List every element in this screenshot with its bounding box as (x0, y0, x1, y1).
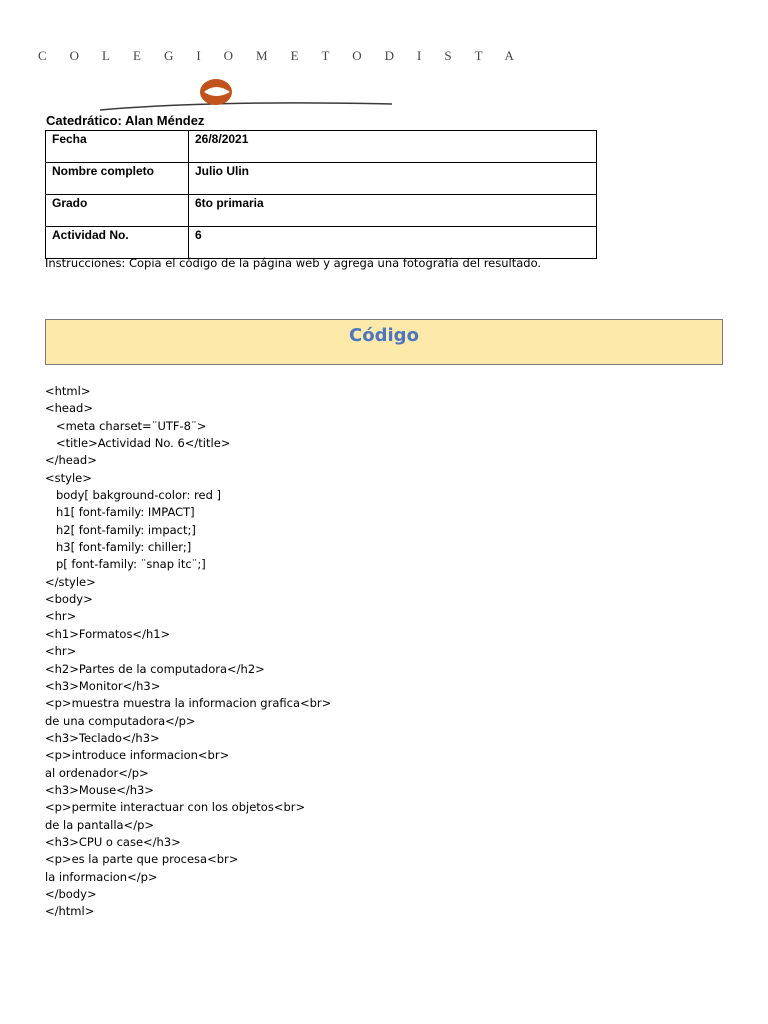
code-line: h2[ font-family: impact;] (45, 522, 196, 537)
logo-swirl-icon (92, 70, 432, 114)
row-value: 6 (189, 227, 597, 259)
code-line: al ordenador</p> (45, 765, 149, 780)
code-line: </style> (45, 574, 96, 589)
code-listing (45, 383, 645, 921)
code-line: <h1>Formatos</h1> (45, 626, 171, 641)
code-line: <style> (45, 470, 92, 485)
table-row (46, 131, 597, 163)
code-line: <h3>CPU o case</h3> (45, 834, 181, 849)
code-line: de una computadora</p> (45, 713, 196, 728)
school-logo (92, 70, 432, 114)
code-line: body[ bakground-color: red ] (45, 488, 222, 503)
code-line: <hr> (45, 644, 77, 659)
teacher-name: Catedrático: Alan Méndez (46, 113, 205, 128)
code-section-title: Código (349, 325, 419, 346)
row-value: 26/8/2021 (189, 131, 597, 163)
code-line: <h3>Monitor</h3> (45, 678, 161, 693)
code-line: <h2>Partes de la computadora</h2> (45, 661, 265, 676)
code-line: <p>introduce informacion<br> (45, 748, 230, 763)
code-line: h1[ font-family: IMPACT] (45, 505, 195, 520)
row-label: Grado (46, 195, 189, 227)
row-value: 6to primaria (189, 195, 597, 227)
code-section-header (45, 319, 723, 365)
code-line: <p>muestra muestra la informacion grafica<br> (45, 696, 332, 711)
code-line: </body> (45, 886, 97, 901)
code-line: </head> (45, 453, 97, 468)
code-line: <head> (45, 401, 93, 416)
instructions-text: Instrucciones: Copia el código de la página web y agrega una fotografía del resultado. (45, 256, 542, 270)
code-line: <body> (45, 592, 93, 607)
table-row (46, 227, 597, 259)
student-info-table (45, 130, 597, 259)
code-line: h3[ font-family: chiller;] (45, 540, 192, 555)
code-line: <p>permite interactuar con los objetos<br> (45, 800, 306, 815)
code-line: <p>es la parte que procesa<br> (45, 852, 239, 867)
code-line: </html> (45, 904, 95, 919)
code-line: <meta charset=¨UTF-8¨> (45, 418, 207, 433)
code-line: de la pantalla</p> (45, 817, 155, 832)
row-label: Actividad No. (46, 227, 189, 259)
code-line: <h3>Mouse</h3> (45, 782, 154, 797)
code-line: <title>Actividad No. 6</title> (45, 436, 231, 451)
code-line: <hr> (45, 609, 77, 624)
row-label: Fecha (46, 131, 189, 163)
school-banner: COLEGIOMETODISTA (38, 48, 537, 63)
table-row (46, 163, 597, 195)
row-label: Nombre completo (46, 163, 189, 195)
table-row (46, 195, 597, 227)
code-line: la informacion</p> (45, 869, 158, 884)
code-line: <h3>Teclado</h3> (45, 730, 160, 745)
row-value: Julio Ulin (189, 163, 597, 195)
code-line: <html> (45, 384, 91, 398)
code-line: p[ font-family: ¨snap itc¨;] (45, 557, 206, 572)
